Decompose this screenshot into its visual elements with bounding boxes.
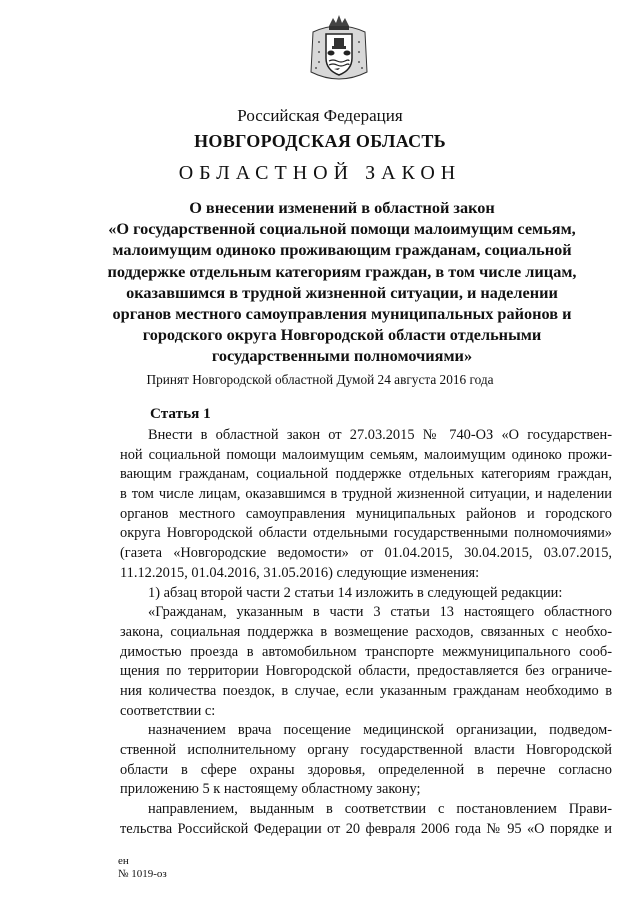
law-title (82, 197, 602, 367)
article-text-line: закона, социальная поддержка в возмещение расходов, связанных с необхо- (120, 623, 612, 640)
region-name: НОВГОРОДСКАЯ ОБЛАСТЬ (194, 131, 446, 151)
article-body (120, 426, 612, 839)
law-title-line: городского округа Новгородской области отдельными (142, 325, 542, 345)
law-title-line: «О государственной социальной помощи малоимущим семьям, (108, 219, 576, 239)
footer-doc-number: № 1019-оз (118, 868, 167, 880)
article-text-line: Внести в областной закон от 27.03.2015 № 740-ОЗ «О государствен- (148, 427, 612, 443)
article-text-line: вающим гражданам, социальной поддержке отдельных категориям граждан, (120, 466, 612, 483)
article-text-line: соответствии с: (120, 702, 216, 719)
law-title-line: поддержке отдельным категориям граждан, в том числе лицам, (107, 261, 577, 281)
article-text-line: приложению 5 к настоящему областному закону; (120, 781, 421, 798)
law-title-line: О внесении изменений в областной закон (189, 198, 495, 217)
article-text-line: органов местного самоуправления муниципальных районов и городского (120, 505, 612, 522)
article-heading: Статья 1 (150, 405, 211, 422)
footer-initials: ен (118, 855, 129, 867)
article-text-line: ния количества поездок, в случае, если указанным гражданам необходимо в (120, 682, 612, 699)
law-title-line: органов местного самоуправления муниципальных районов и (112, 304, 572, 324)
article-text-line: 11.12.2015, 01.04.2016, 31.05.2016) следующие изменения: (120, 564, 480, 581)
article-text-line: тельства Российской Федерации от 20 февраля 2006 года № 95 «О порядке и (120, 820, 612, 837)
article-text-line: округа Новгородской области отдельными государственными полномочиями» (120, 525, 612, 542)
coat-of-arms-icon (307, 12, 371, 86)
adoption-note: Принят Новгородской областной Думой 24 августа 2016 года (146, 372, 494, 387)
law-title-line: государственными полномочиями» (211, 346, 473, 366)
article-text-line: щения по территории Новгородской области, предоставляется без ограниче- (120, 663, 612, 680)
article-text-line: ной социальной помощи малоимущим семьям, малоимущим одиноко прожи- (120, 446, 612, 463)
article-text-line: направлением, выданным в соответствии с постановлением Прави- (148, 801, 612, 818)
article-text-line: (газета «Новгородские ведомости» от 01.04.2015, 30.04.2015, 03.07.2015, (120, 545, 612, 562)
article-text-line: димостью проезда в автомобильном транспорте межмуниципального сооб- (120, 643, 612, 660)
country-name: Российская Федерация (237, 106, 403, 125)
document-footer (118, 855, 167, 881)
law-type: ОБЛАСТНОЙ ЗАКОН (178, 162, 462, 184)
article-text-line: в том числе лицам, оказавшимся в трудной жизненной ситуации, и наделении (120, 486, 612, 503)
law-title-line: оказавшимся в трудной жизненной ситуации, и наделении (126, 282, 558, 302)
article-text-line: ственной исполнительному органу государственной власти Новгородской (120, 742, 612, 758)
article-text-line: 1) абзац второй части 2 статьи 14 изложить в следующей редакции: (148, 584, 563, 601)
law-title-line: малоимущим одиноко проживающим гражданам, социальной (112, 240, 572, 260)
article-text-line: «Гражданам, указанным в части 3 статьи 13 настоящего областного (148, 604, 612, 621)
article-text-line: назначением врача посещение медицинской организации, подведом- (148, 722, 612, 739)
article-text-line: области в сфере охраны здоровья, определенной в перечне согласно (120, 761, 612, 778)
